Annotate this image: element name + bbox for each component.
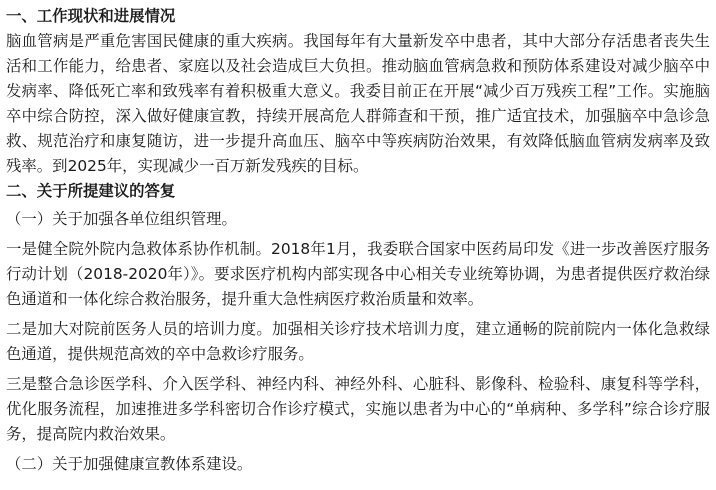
- subsection-1-title: （一）关于加强各单位组织管理。: [6, 210, 237, 228]
- section-1-heading: 一、工作现状和进展情况: [6, 7, 176, 25]
- section-1-paragraph: 脑血管病是严重危害国民健康的重大疾病。我国每年有大量新发卒中患者，其中大部分存活患者丧失生活和工作能力，给患者、家庭以及社会造成巨大负担。推动脑血管病急救和预防体系建设对减少脑卒中发病率、降低死亡率和致残率有着积极重大意义。我委目前正在开展“减少百万残疾工程”工作。实施脑卒中综合防控，深入做好健康宣教，持续开展高危人群筛查和干预，推广适宜技术，加强脑卒中急诊急救、规范治疗和康复随访，进一步提升高血压、脑卒中等疾病防治效果，有效降低脑血管病发病率及致残率。到2025年，实现减少一百万新发残疾的目标。: [6, 32, 710, 175]
- section-2-heading: 二、关于所提建议的答复: [6, 182, 176, 200]
- item-3-paragraph: 三是整合急诊医学科、介入医学科、神经内科、神经外科、心脏科、影像科、检验科、康复科等学科，优化服务流程，加速推进多学科密切合作诊疗模式，实施以患者为中心的“单病种、多学科”综合诊疗服务，提高院内救治效果。: [6, 375, 710, 443]
- item-2-paragraph: 二是加大对院前医务人员的培训力度。加强相关诊疗技术培训力度，建立通畅的院前院内一体化急救绿色通道，提供规范高效的卒中急救诊疗服务。: [6, 320, 710, 363]
- item-1-paragraph: 一是健全院外院内急救体系协作机制。2018年1月，我委联合国家中医药局印发《进一步改善医疗服务行动计划（2018-2020年）》。要求医疗机构内部实现各中心相关专业统筹协调，为患者提供医疗救治绿色通道和一体化综合救治服务，提升重大急性病医疗救治质量和效率。: [6, 240, 710, 308]
- subsection-2-title: （二）关于加强健康宣教体系建设。: [6, 455, 253, 473]
